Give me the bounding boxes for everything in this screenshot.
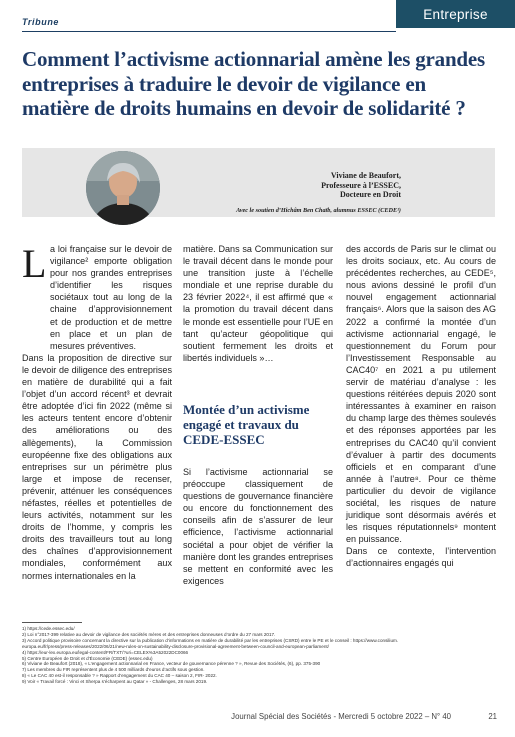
section-label: Entreprise [423,6,488,22]
page-footer [0,712,515,726]
article-title: Comment l’activisme actionnarial amène les grandes entreprises à traduire le devoir de vigilance en matière de droits humains en devoir de solidarité ? [22,47,486,120]
paragraph-activism: Si l’activisme actionnarial se préoccupe classiquement de questions de gouvernance financière ou encore du fonctionnement des conseils afin de s’assurer de leur efficience, l’activisme actionnarial sociétal a pour objet de vérifier la manière dont les grandes entreprises se mettent en conformité avec les exigences [183,467,333,586]
paragraph-directive: Dans la proposition de directive sur le devoir de diligence des entreprises en matière de durabilité qui a fait l’objet d’un accord récent³ et devrait être adoptée d’ici fin 2022 (même si les acteurs tentent encore d’obtenir des améliorations ou des allègements), la Commission européenne fixe des obligations aux entreprises sur un périmètre plus large et impose de recenser, prévenir, atténuer les conséquences néfastes, réelles et potentielles de leurs activités, notamment sur les droits de l’homme, y compris les droits des travailleurs tout au long des chaînes d’approvisionnement mondiales, conformément aux normes internationales en la [22,352,172,581]
footnote: europa.eu/fr/press/press-releases/2022/06/21/new-rules-on-sustainability-disclosure-provisional-agreement-between-council-and-european-parliament/ [22,643,329,649]
paragraph-context: Dans ce contexte, l’intervention d’actionnaires engagés qui [346,546,496,569]
column-3 [346,243,496,570]
author-role: Professeure à l’ESSEC, [321,180,401,190]
section-tab [396,0,515,28]
column-1 [22,243,172,582]
journal-info: Journal Spécial des Sociétés - Mercredi 5 octobre 2022 – N° 40 [231,712,451,721]
footnote: 3) Accord politique provisoire concernant la directive sur la publication d’informations en matière de durabilité par les entreprises (CSRD) entre le PE et le conseil : https://www.consilium. [22,637,399,643]
author-role-2: Docteure en Droit [339,190,401,200]
footnote: 6) Viviane de Beaufort (2018), « L’engagement actionnarial en France, vecteur de gouvernance pérenne ? », Revue des Sociétés, (6), pp. 375-390 [22,661,321,667]
author-photo [86,151,160,225]
author-name: Viviane de Beaufort, [330,171,401,180]
author-support-note: Avec le soutien d’Hichâm Ben Chaïb, alumnus ESSEC (CEDE¹) [236,207,401,214]
rubric-label: Tribune [22,17,60,27]
footnote-divider [22,622,82,623]
column-2-lower [183,466,333,587]
rubric-divider [22,31,396,32]
paragraph-intro: a loi française sur le devoir de vigilance² emporte obligation pour nos grandes entreprises d’identifier les risques sociétaux tout au long de la chaine d’approvisionnement et de production et de mettre en place et un plan de mesures préventives. [50,244,172,351]
footnotes [22,626,500,685]
footnote: 5) Centre Européen de Droit et d’Économie (CEDE) (essec.edu) [22,655,153,661]
footnote: 8) « Le CAC 40 est-il responsable ? » Rapport d’engagement du CAC 40 – saison 2, FIR- 2022. [22,673,217,679]
page-number: 21 [488,712,497,721]
section-subheading: Montée d’un activisme engagé et travaux du CEDE-ESSEC [183,402,310,447]
column-2 [183,243,333,364]
footnote: 1) https://cede.essec.edu/ [22,626,75,631]
footnote: 2) Loi n°2017-399 relative au devoir de vigilance des sociétés mères et des entreprises donneuses d’ordre du 27 mars 2017. [22,631,276,637]
footnote: 9) Voir « Travail forcé : Vinci et Sherpa s’écharpent au Qatar » - Challenges, 28 mars 2019. [22,679,208,685]
author-portrait-image [86,151,160,225]
paragraph-research: des accords de Paris sur le climat ou les droits sociaux, etc. Au cours de précédentes recherches, au CEDE⁵, nous avions dessiné le profil d’un nouvel engagement actionnarial français⁶. Alors que la saison des AG 2022 a confirmé la montée d’un activisme actionnarial engagé, le questionnement du Forum pour l’Investissement Responsable au CAC40⁷ en 2021 a pu utilement servir de matériau d’analyse : les questions réitérées depuis 2020 sont intéressantes à examiner en raison du champ large des thèmes soulevés et des réponses apportées par les entreprises du CAC40 qu’il convient d’évaluer à partir des documents officiels et en comparant d’une année à l’autre⁸. Pour ce thème particulier du devoir de vigilance sociétal, les risques de nature juridique sont désormais avérés et les risques réputationnels⁹ montent en puissance. [346,244,496,545]
footnote: 7) Les membres du FIR représentent plus de 4 500 milliards d’euros d’actifs sous gestion. [22,667,205,673]
footnote: 4) https://eur-lex.europa.eu/legal-content/FR/TXT/?uri=CELEX%3A52022DC0066 [22,649,189,655]
author-block [321,171,401,200]
svg-text:L: L [22,246,46,280]
paragraph-communication: matière. Dans sa Communication sur le travail décent dans le monde pour une transition juste à l’échelle mondiale et une reprise durable du 23 février 2022⁴, il est affirmé que « la promotion du travail décent dans le monde est essentielle pour l’UE en tant qu’acteur géopolitique qui soutient fermement les droits et libertés individuels »… [183,244,333,363]
